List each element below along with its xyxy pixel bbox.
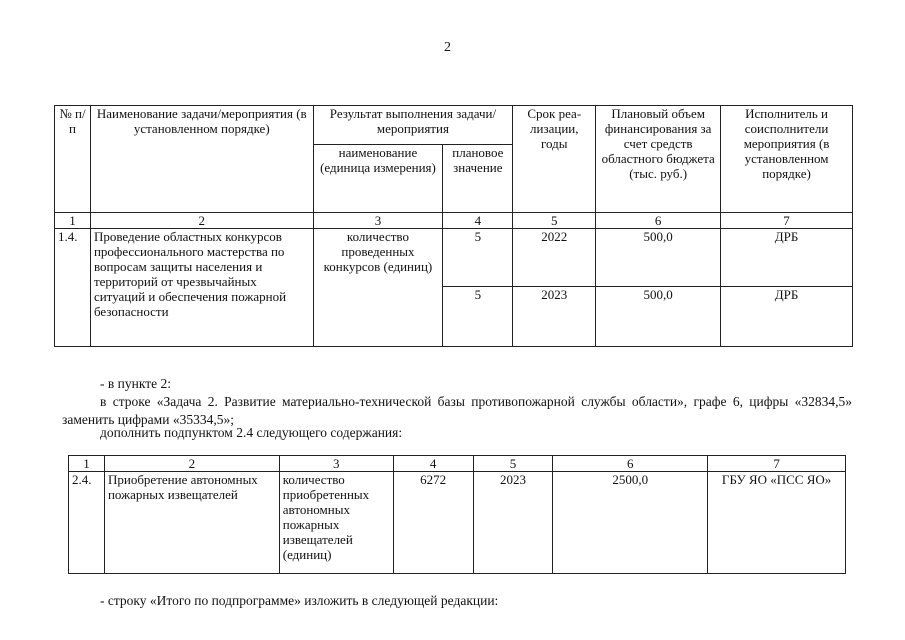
- t2-col-number-1: 1: [69, 456, 105, 472]
- row-result-name: количество проведенных конкурсов (единиц): [313, 229, 443, 347]
- page-number: 2: [444, 40, 451, 55]
- table-2: [68, 455, 846, 574]
- row-num: 1.4.: [55, 229, 91, 347]
- row-executor-1: ДРБ: [721, 229, 853, 287]
- col-number-4: 4: [443, 213, 513, 229]
- t2-col-number-7: 7: [708, 456, 846, 472]
- t2-row-name: Приобретение автономных пожарных извещателей: [104, 472, 279, 574]
- t2-row-budget: 2500,0: [553, 472, 708, 574]
- t2-row-executor: ГБУ ЯО «ПСС ЯО»: [708, 472, 846, 574]
- row-name: Проведение областных конкурсов профессионального мастерства по вопросам защиты населения и территорий от чрезвычайных ситуаций и обеспечения пожарной безопасности: [90, 229, 313, 347]
- table-1: [54, 105, 853, 347]
- col-number-6: 6: [596, 213, 721, 229]
- t2-row-value: 6272: [393, 472, 473, 574]
- t2-col-number-2: 2: [104, 456, 279, 472]
- row-budget-2: 500,0: [596, 287, 721, 347]
- paragraph-task-2: в строке «Задача 2. Развитие материально-технической базы противопожарной службы области», графе 6, цифры «32834,5» заменить цифрами «35334,5»;: [62, 394, 852, 427]
- t2-col-number-4: 4: [393, 456, 473, 472]
- header-result-value: плановое значение: [443, 145, 513, 213]
- t2-row-num: 2.4.: [69, 472, 105, 574]
- col-number-2: 2: [90, 213, 313, 229]
- col-number-5: 5: [513, 213, 596, 229]
- col-number-3: 3: [313, 213, 443, 229]
- col-number-7: 7: [721, 213, 853, 229]
- header-num: № п/п: [55, 106, 91, 213]
- paragraph-point-2: - в пункте 2:: [100, 376, 171, 391]
- header-period: Срок реа- лизации, годы: [513, 106, 596, 213]
- header-result: Результат выполнения задачи/мероприятия: [313, 106, 513, 145]
- row-year-2: 2023: [513, 287, 596, 347]
- row-year-1: 2022: [513, 229, 596, 287]
- header-result-name: наименование (единица измерения): [313, 145, 443, 213]
- row-value-1: 5: [443, 229, 513, 287]
- header-budget: Плановый объем финансирования за счет средств областного бюджета (тыс. руб.): [596, 106, 721, 213]
- row-value-2: 5: [443, 287, 513, 347]
- t2-row-result-name: количество приобретенных автономных пожарных извещателей (единиц): [279, 472, 393, 574]
- t2-row-year: 2023: [473, 472, 553, 574]
- paragraph-add-subpoint: дополнить подпунктом 2.4 следующего содержания:: [100, 425, 403, 440]
- row-executor-2: ДРБ: [721, 287, 853, 347]
- paragraph-total-row: - строку «Итого по подпрограмме» изложить в следующей редакции:: [100, 593, 499, 608]
- t2-col-number-5: 5: [473, 456, 553, 472]
- header-executor: Исполнитель и соисполнители мероприятия (в установленном порядке): [721, 106, 853, 213]
- t2-col-number-3: 3: [279, 456, 393, 472]
- t2-col-number-6: 6: [553, 456, 708, 472]
- header-name: Наименование задачи/мероприятия (в установленном порядке): [90, 106, 313, 213]
- col-number-1: 1: [55, 213, 91, 229]
- row-budget-1: 500,0: [596, 229, 721, 287]
